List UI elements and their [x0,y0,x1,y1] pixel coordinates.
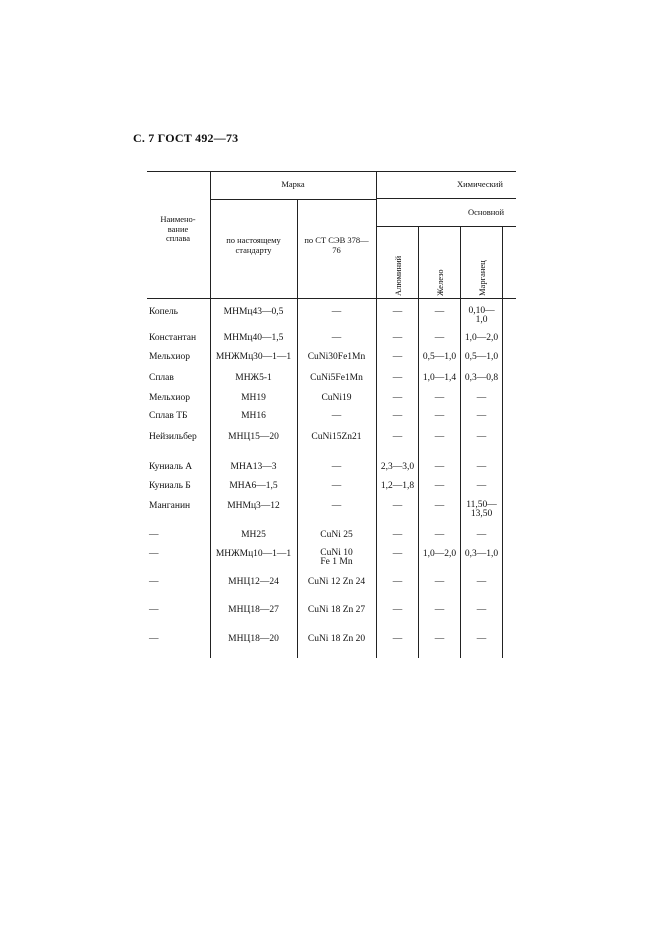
cell-grade: МНЦ12—24 [228,577,279,587]
header-st-sev: по СТ СЭВ 378— 76 [304,235,369,255]
cell-mn: — [476,411,487,421]
cell-grade: МНЖМц10—1—1 [215,549,292,559]
cell-fe: — [434,481,445,491]
rule-marka [210,199,376,200]
cell-name: — [149,634,159,644]
cell-sev: CuNi 10 Fe 1 Mn [320,548,353,567]
cell-fe: — [434,333,445,343]
rule-chemical [376,198,516,199]
cell-al: 2,3—3,0 [380,462,415,472]
cell-mn: — [476,481,487,491]
cell-mn: 1,0—2,0 [464,333,499,343]
cell-al: — [392,307,403,317]
cell-al: — [392,352,403,362]
cell-fe: — [434,605,445,615]
cell-sev: CuNi15Zn21 [311,432,362,442]
cell-grade: МНА6—1,5 [229,481,278,491]
cell-mn: — [476,577,487,587]
cell-mn: — [476,393,487,403]
cell-grade: МН25 [241,530,266,540]
cell-grade: МНА13—3 [230,462,277,472]
cell-name: Нейзильбер [149,432,197,442]
cell-name: Мельхиор [149,393,190,403]
cell-grade: МНЦ15—20 [228,432,279,442]
cell-name: — [149,530,159,540]
cell-grade: МНЦ18—20 [228,634,279,644]
cell-sev: CuNi 18 Zn 27 [307,605,366,615]
cell-name: Сплав ТБ [149,411,188,421]
cell-mn: 0,10— 1,0 [468,306,495,325]
cell-grade: МНМц40—1,5 [223,333,284,343]
cell-mn: — [476,462,487,472]
cell-fe: — [434,393,445,403]
cell-fe: — [434,432,445,442]
cell-fe: 0,5—1,0 [422,352,457,362]
cell-mn: — [476,605,487,615]
cell-al: — [392,530,403,540]
cell-al: — [392,634,403,644]
cell-grade: МНМц3—12 [227,501,280,511]
cell-al: — [392,411,403,421]
cell-name: Манганин [149,501,191,511]
cell-sev: — [331,501,342,511]
cell-name: Константан [149,333,197,343]
cell-fe: 1,0—2,0 [422,549,457,559]
cell-al: — [392,549,403,559]
header-marka: Марка [281,179,305,189]
cell-mn: — [476,634,487,644]
cell-mn: 0,3—1,0 [464,549,499,559]
cell-sev: CuNi 25 [320,530,353,540]
header-main: Основной [468,207,505,217]
cell-sev: — [331,333,342,343]
cell-fe: — [434,307,445,317]
cell-name: Куниаль А [149,462,193,472]
cell-name: Сплав [149,373,174,383]
cell-grade: МН19 [241,393,266,403]
cell-mn: — [476,530,487,540]
cell-fe: — [434,577,445,587]
cell-al: — [392,605,403,615]
cell-al: — [392,333,403,343]
cell-mn: — [476,432,487,442]
cell-mn: 0,3—0,8 [464,373,499,383]
cell-sev: CuNi5Fe1Mn [310,373,363,383]
cell-fe: — [434,530,445,540]
cell-sev: — [331,307,342,317]
header-iron: Железо [435,269,445,296]
cell-al: — [392,577,403,587]
cell-name: — [149,605,159,615]
cell-fe: — [434,501,445,511]
cell-grade: МНЦ18—27 [228,605,279,615]
cell-al: 1,2—1,8 [380,481,415,491]
table-top-rule [147,171,516,172]
cell-grade: МН16 [241,411,266,421]
header-chemical: Химический [457,179,503,189]
header-alloy-name: Наимено- вание сплава [160,214,196,243]
cell-sev: CuNi 18 Zn 20 [307,634,366,644]
col-divider-grade [297,199,298,658]
cell-fe: — [434,462,445,472]
cell-al: — [392,501,403,511]
cell-fe: 1,0—1,4 [422,373,457,383]
cell-sev: — [331,462,342,472]
cell-sev: — [331,411,342,421]
cell-name: — [149,577,159,587]
cell-name: Куниаль Б [149,481,191,491]
cell-fe: — [434,634,445,644]
header-manganese: Марганец [477,260,487,296]
cell-fe: — [434,411,445,421]
cell-grade: МНЖ5-1 [235,373,272,383]
rule-main [376,226,516,227]
cell-sev: CuNi19 [321,393,352,403]
cell-name: Мельхиор [149,352,190,362]
cell-sev: CuNi30Fe1Mn [307,352,366,362]
header-aluminum: Алюминий [393,255,403,296]
cell-mn: 0,5—1,0 [464,352,499,362]
cell-al: — [392,432,403,442]
page-header: С. 7 ГОСТ 492—73 [133,131,239,145]
cell-name: Копель [149,307,178,317]
cell-sev: — [331,481,342,491]
cell-grade: МНМц43—0,5 [223,307,284,317]
cell-name: — [149,549,159,559]
header-current-standard: по настоящему стандарту [226,235,281,255]
cell-al: — [392,373,403,383]
cell-mn: 11,50— 13,50 [466,500,497,519]
cell-sev: CuNi 12 Zn 24 [307,577,366,587]
cell-al: — [392,393,403,403]
cell-grade: МНЖМц30—1—1 [215,352,292,362]
